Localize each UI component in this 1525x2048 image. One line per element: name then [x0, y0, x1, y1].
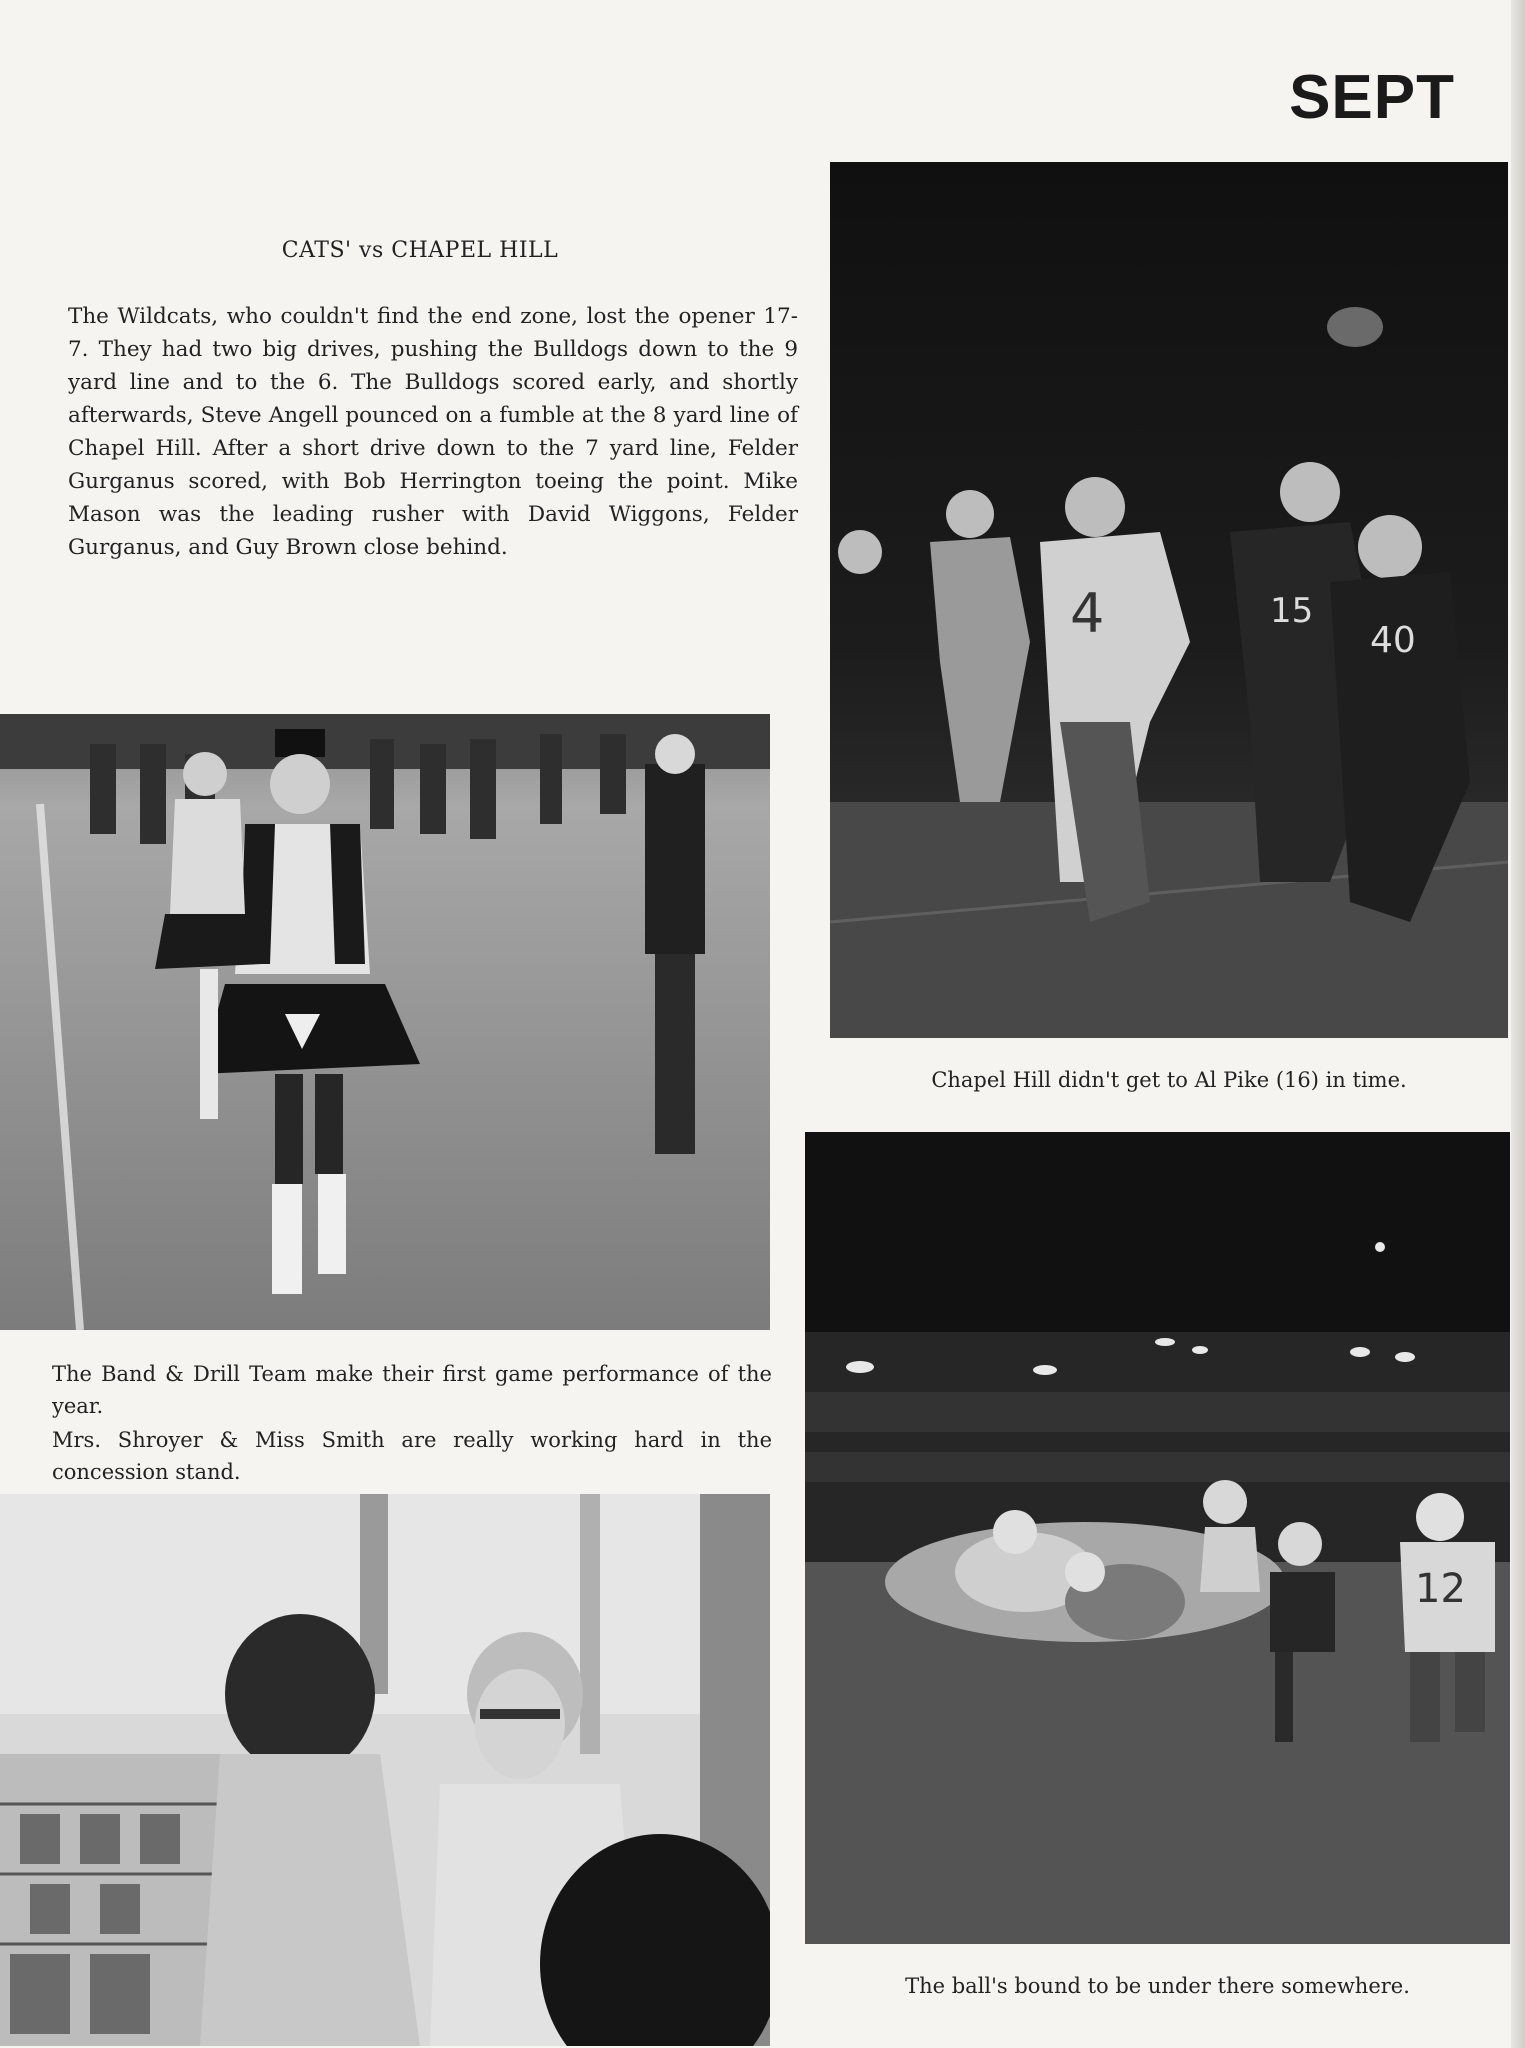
concession-photo	[0, 1494, 770, 2046]
band-photo	[0, 714, 770, 1330]
band-caption: The Band & Drill Team make their first game performance of the year.	[52, 1362, 772, 1418]
page-edge	[1511, 0, 1525, 2048]
pileup-photo	[805, 1132, 1510, 1944]
drill-team-icon	[0, 714, 770, 1330]
svg-text:40: 40	[1370, 620, 1416, 661]
article-body: The Wildcats, who couldn't find the end zone, lost the opener 17-7. They had two big drives, pushing the Bulldogs down to the 9 yard line and to the 6. The Bulldogs scored early, and shortly afterwards, Steve Angell pounced on a fumble at the 8 yard line of Chapel Hill. After a short drive down to the 7 yard line, Felder Gurganus scored, with Bob Herrington toeing the point. Mike Mason was the leading rusher with David Wiggons, Felder Gurganus, and Guy Brown close behind.	[68, 304, 798, 560]
concession-caption: Mrs. Shroyer & Miss Smith are really working hard in the concession stand.	[52, 1428, 772, 1484]
month-heading: SEPT	[1289, 63, 1455, 132]
football-pass-photo	[830, 162, 1508, 1038]
football-pass-caption: Chapel Hill didn't get to Al Pike (16) in time.	[931, 1068, 1407, 1092]
svg-text:12: 12	[1415, 1566, 1466, 1612]
article-headline: CATS' vs CHAPEL HILL	[281, 238, 559, 263]
pileup-night-icon	[805, 1132, 1510, 1944]
pileup-caption: The ball's bound to be under there somewhere.	[905, 1974, 1410, 1998]
svg-text:15: 15	[1270, 591, 1314, 631]
concession-stand-icon	[0, 1494, 770, 2046]
football-night-icon	[830, 162, 1508, 1038]
svg-text:4: 4	[1070, 582, 1105, 645]
